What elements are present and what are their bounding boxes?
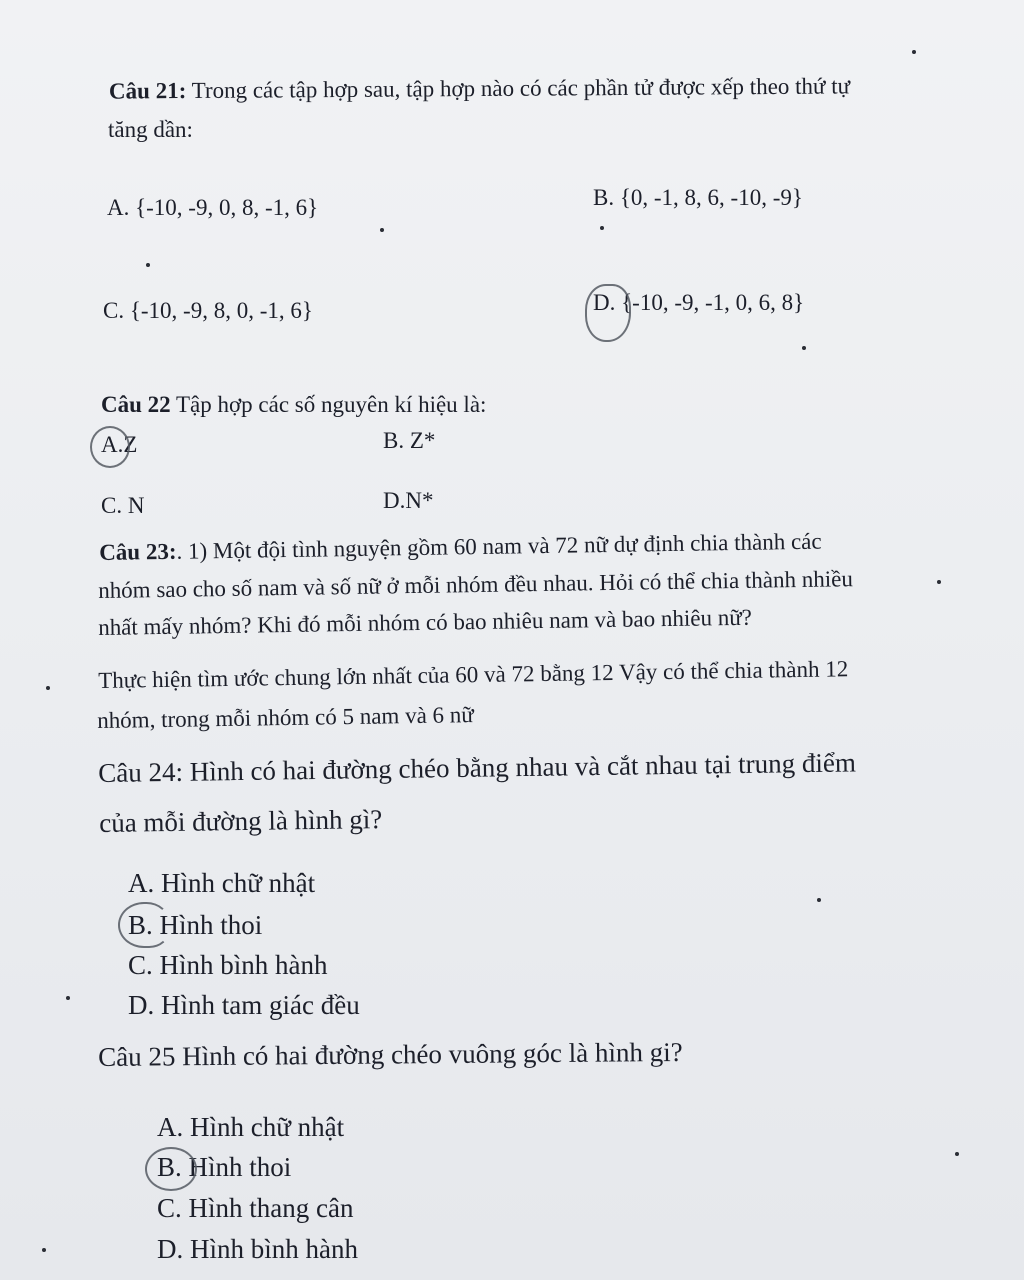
paper-speck [937, 580, 941, 584]
q23-answer-line2: nhóm, trong mỗi nhóm có 5 nam và 6 nữ [97, 702, 474, 733]
q22-option-a-letter: A. [101, 432, 124, 457]
q25-option-a: A. Hình chữ nhật [157, 1112, 345, 1142]
paper-speck [817, 898, 821, 902]
paper-speck [42, 1248, 46, 1252]
q23-stem-text: . 1) Một đội tình nguyện gồm 60 nam và 72 nữ dự định chia thành các [176, 528, 822, 564]
q23-answer-line1: Thực hiện tìm ước chung lớn nhất của 60 và 72 bằng 12 Vậy có thể chia thành 12 [98, 656, 849, 693]
q25-option-d: D. Hình bình hành [157, 1234, 358, 1264]
paper-speck [146, 263, 150, 267]
q25-answer-circle-mark [145, 1147, 197, 1191]
q24-option-d: D. Hình tam giác đều [128, 990, 360, 1020]
q23-stem-line3: nhất mấy nhóm? Khi đó mỗi nhóm có bao nhiêu nam và bao nhiêu nữ? [98, 604, 753, 640]
paper-speck [380, 228, 384, 232]
q24-option-c: C. Hình bình hành [128, 950, 328, 980]
q23-stem-line1 [99, 529, 822, 566]
q22-option-a-text: Z [123, 432, 138, 457]
q24-answer-circle-mark [118, 902, 170, 948]
q22-option-d: D.N* [383, 488, 434, 513]
q23-label: Câu 23: [99, 538, 177, 565]
q25-stem: Câu 25 Hình có hai đường chéo vuông góc là hình gi? [98, 1036, 683, 1072]
q22-option-c: C. N [101, 493, 145, 518]
q24-stem-line1: Câu 24: Hình có hai đường chéo bằng nhau và cắt nhau tại trung điểm [98, 747, 857, 788]
q24-stem-line2: của mỗi đường là hình gì? [99, 804, 383, 838]
paper-speck [600, 226, 604, 230]
q21-stem-text: Trong các tập hợp sau, tập hợp nào có các phần tử được xếp theo thứ tự [186, 73, 851, 104]
q22-stem-text: Tập hợp các số nguyên kí hiệu là: [170, 392, 487, 417]
q23-stem-line2: nhóm sao cho số nam và số nữ ở mỗi nhóm đều nhau. Hỏi có thể chia thành nhiều [98, 566, 854, 603]
paper-speck [802, 346, 806, 350]
paper-speck [912, 50, 916, 54]
q25-option-b: B. Hình thoi [157, 1152, 292, 1182]
q22-stem [101, 392, 486, 418]
q22-answer-circle-mark [90, 426, 130, 468]
q24-option-a: A. Hình chữ nhật [128, 868, 316, 898]
q21-option-d-text: {-10, -9, -1, 0, 6, 8} [621, 290, 805, 315]
q21-option-c: C. {-10, -9, 8, 0, -1, 6} [103, 298, 313, 323]
q22-label: Câu 22 [101, 392, 171, 417]
q21-option-a: A. {-10, -9, 0, 8, -1, 6} [107, 195, 319, 220]
q21-stem-line1 [109, 73, 850, 104]
q22-option-b: B. Z* [383, 428, 436, 453]
q25-option-c: C. Hình thang cân [157, 1193, 354, 1223]
paper-speck [955, 1152, 959, 1156]
paper-speck [46, 686, 50, 690]
paper-speck [66, 996, 70, 1000]
q21-stem-line2: tăng dần: [108, 117, 193, 142]
q24-option-b: B. Hình thoi [128, 910, 263, 940]
q21-label: Câu 21: [108, 78, 187, 104]
q21-answer-circle-mark [585, 284, 631, 342]
q21-option-b: B. {0, -1, 8, 6, -10, -9} [593, 185, 803, 210]
q21-option-d-letter: D. [593, 290, 616, 315]
